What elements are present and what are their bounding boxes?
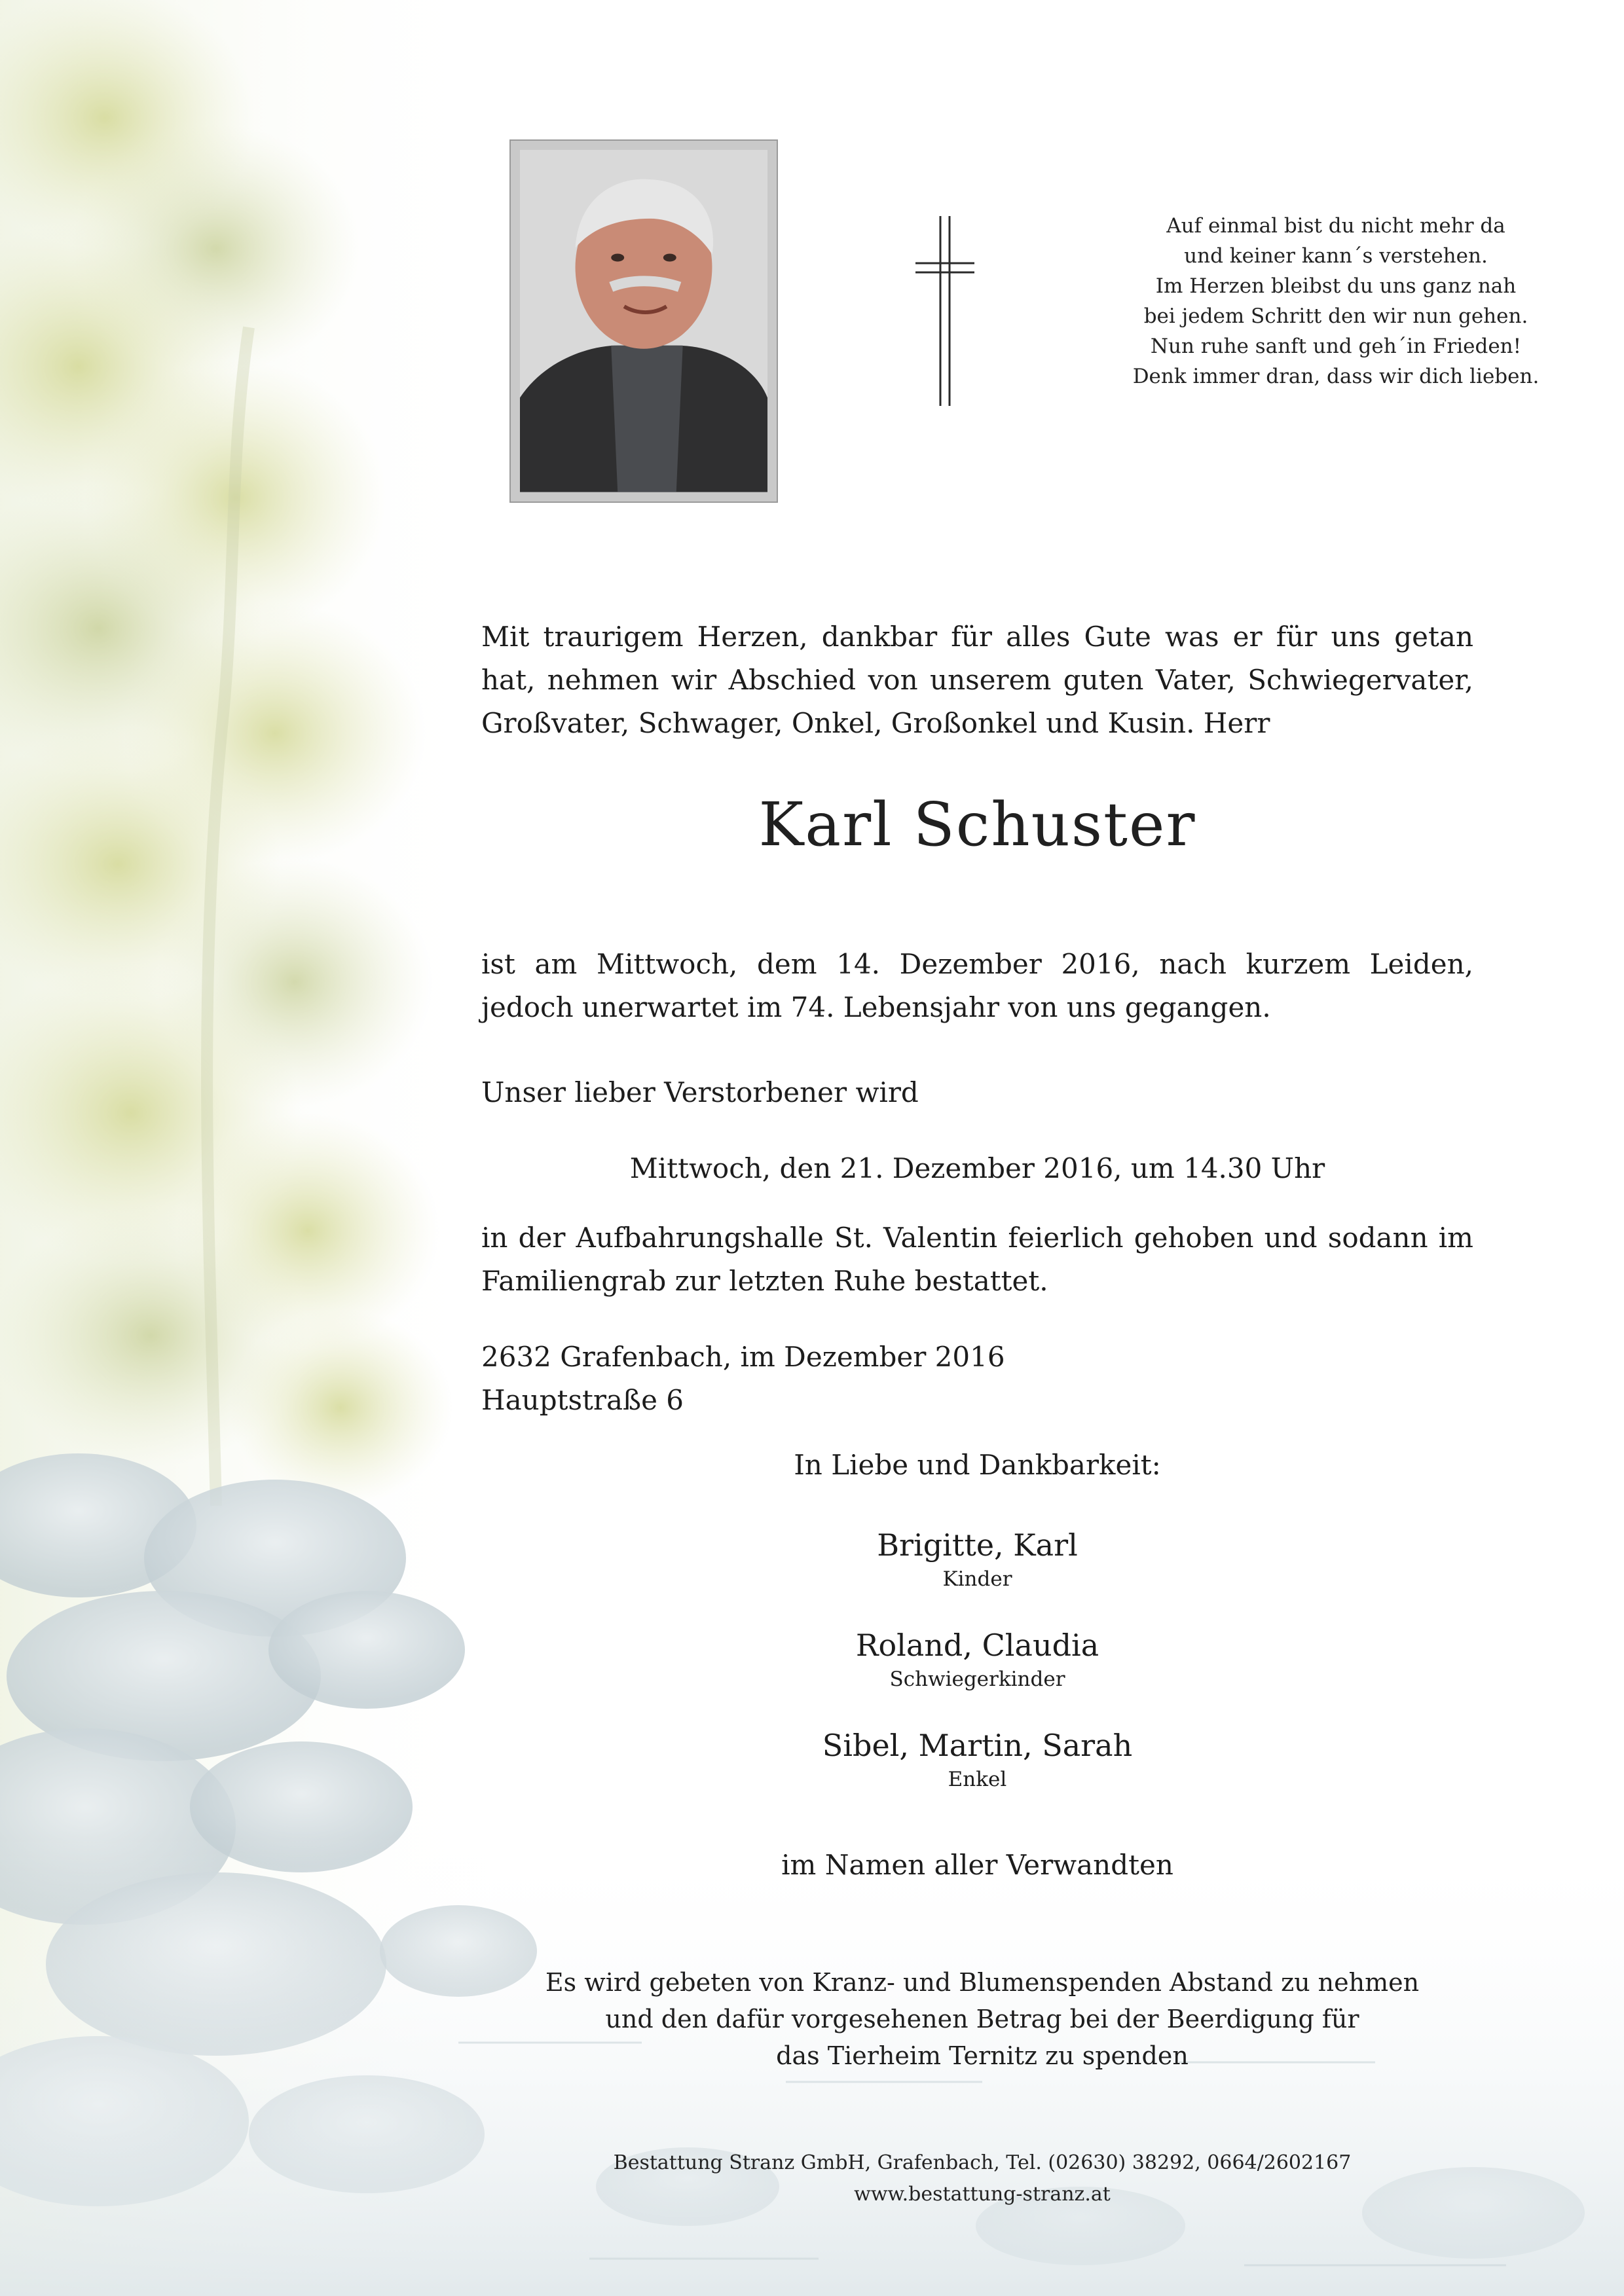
mourner-group (481, 1726, 1473, 1794)
portrait-photo-frame (509, 139, 778, 503)
portrait-photo (520, 150, 767, 492)
mourner-group (481, 1626, 1473, 1694)
poem-line: Denk immer dran, dass wir dich lieben. (1132, 365, 1540, 388)
poem-line: und keiner kann´s verstehen. (1184, 244, 1488, 268)
mourners-closing: im Namen aller Verwandten (781, 1849, 1173, 1881)
footer-website[interactable]: www.bestattung-stranz.at (854, 2183, 1111, 2206)
cross-icon (915, 216, 974, 406)
deceased-name: Karl Schuster (758, 790, 1196, 860)
address-line-2: Hauptstraße 6 (481, 1384, 684, 1416)
intro-paragraph: Mit traurigem Herzen, dankbar für alles Gute was er für uns getan hat, nehmen wir Abschied von unserem guten Vater, Schwiegervater, Großvater, Schwager, Onkel, Großonkel und Kusin. Herr (481, 621, 1473, 739)
poem (1087, 211, 1585, 392)
mourner-names: Brigitte, Karl (877, 1527, 1078, 1563)
portrait-person-icon (520, 150, 767, 492)
poem-line: bei jedem Schritt den wir nun gehen. (1143, 304, 1528, 328)
funeral-date: Mittwoch, den 21. Dezember 2016, um 14.30 Uhr (629, 1152, 1325, 1184)
poem-line: Auf einmal bist du nicht mehr da (1166, 214, 1505, 238)
mourner-names: Roland, Claudia (855, 1628, 1099, 1663)
mourner-names: Sibel, Martin, Sarah (822, 1728, 1133, 1763)
donation-request-line: das Tierheim Ternitz zu spenden (776, 2041, 1189, 2070)
mourners-intro: In Liebe und Dankbarkeit: (794, 1449, 1161, 1481)
funeral-intro: Unser lieber Verstorbener wird (481, 1076, 919, 1108)
address-line-1: 2632 Grafenbach, im Dezember 2016 (481, 1341, 1005, 1373)
poem-line: Nun ruhe sanft und geh´in Frieden! (1150, 335, 1522, 358)
mourner-role: Kinder (942, 1567, 1012, 1591)
footer-company: Bestattung Stranz GmbH, Grafenbach, Tel. (02630) 38292, 0664/2602167 (613, 2151, 1352, 2174)
donation-request-line: und den dafür vorgesehenen Betrag bei der Beerdigung für (605, 2005, 1359, 2033)
poem-line: Im Herzen bleibst du uns ganz nah (1155, 274, 1517, 298)
donation-request (524, 1964, 1441, 2074)
donation-request-line: Es wird gebeten von Kranz- und Blumenspenden Abstand zu nehmen (545, 1968, 1420, 1997)
death-paragraph: ist am Mittwoch, dem 14. Dezember 2016, nach kurzem Leiden, jedoch unerwartet im 74. Lebensjahr von uns gegangen. (481, 948, 1473, 1023)
funeral-place: in der Aufbahrungshalle St. Valentin feierlich gehoben und sodann im Familiengrab zur letzten Ruhe bestattet. (481, 1222, 1473, 1297)
mourner-group (481, 1525, 1473, 1594)
footer (524, 2147, 1441, 2210)
mourner-role: Enkel (948, 1768, 1007, 1791)
mourner-role: Schwiegerkinder (889, 1667, 1065, 1691)
